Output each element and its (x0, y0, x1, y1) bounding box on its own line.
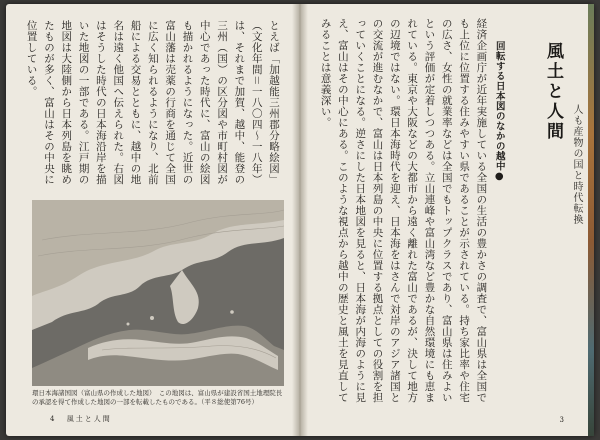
left-running-footer (50, 414, 112, 424)
page-edge-strip (588, 4, 594, 436)
right-page-number: 3 (559, 416, 564, 424)
section-heading: 回転する日本図のなかの越中 (493, 41, 505, 172)
figure-caption: 環日本海諸国図（富山県の作成した地図） この地図は、富山県が建設省国土地理院長の承認を得て作成した地図の一部を転載したものである。（平８総使第76号） (32, 389, 283, 406)
left-footer-title: 風土と人間 (66, 415, 112, 423)
section-bullet-icon: ● (493, 171, 505, 183)
left-page-number: 4 (50, 415, 57, 423)
open-book (6, 4, 594, 436)
right-page (304, 4, 594, 436)
right-page-body-text: 経済企画庁が近年実施している全国の生活の豊かさの調査で、富山県は全国でも上位に位置する住みやすい県であることが示されている。持ち家比率や住宅の広さ、女性の就業率などは全国でもトップクラスであり、富山県は住みよいという評価が定着しつつある。立山連峰や富山湾など豊かな自然環境にも恵まれている。東京や大阪などの大都市から遠く離れた富山であるが、決して地方の辺境ではない。環日本海時代を迎え、日本海をはさんで対岸のアジア諸国との交流が進むなかで、富山は日本列島の中央に位置する拠点としての役割を担っていくことになる。逆さにした日本地図を見ると、日本海が内海のように見え、富山はその中心にある。このような視点から越中の歴史と風土を見直してみることは意義深い。 (319, 18, 488, 403)
chapter-title: 風土と人間 (543, 42, 563, 142)
right-page-body (319, 18, 524, 410)
map-image (32, 200, 284, 386)
japan-sea-map-figure (32, 200, 284, 386)
left-page-body-text: とえば「加越能三州郡分略絵図」（文化年間＝一八〇四〜一八年）は、それまで加賀、越中、能登の三州（国）の区分図や市町村図が中心であった時代に、富山の絵図も描かれるようになった。近世の富山藩は売薬の行商を通じて全国に広く知られるようになり、北前船による交易とともに、越中の地名は遠く他国へ伝えられた。右図はそうした時代の日本海沿岸を描いた地図の一部である。江戸期の地図は大陸側から日本列島を眺めたものが多く、富山はその中央に位置している。 (25, 20, 280, 185)
chapter-subtitle: 人も産物の国と時代転換 (571, 104, 582, 225)
left-page (6, 4, 296, 436)
